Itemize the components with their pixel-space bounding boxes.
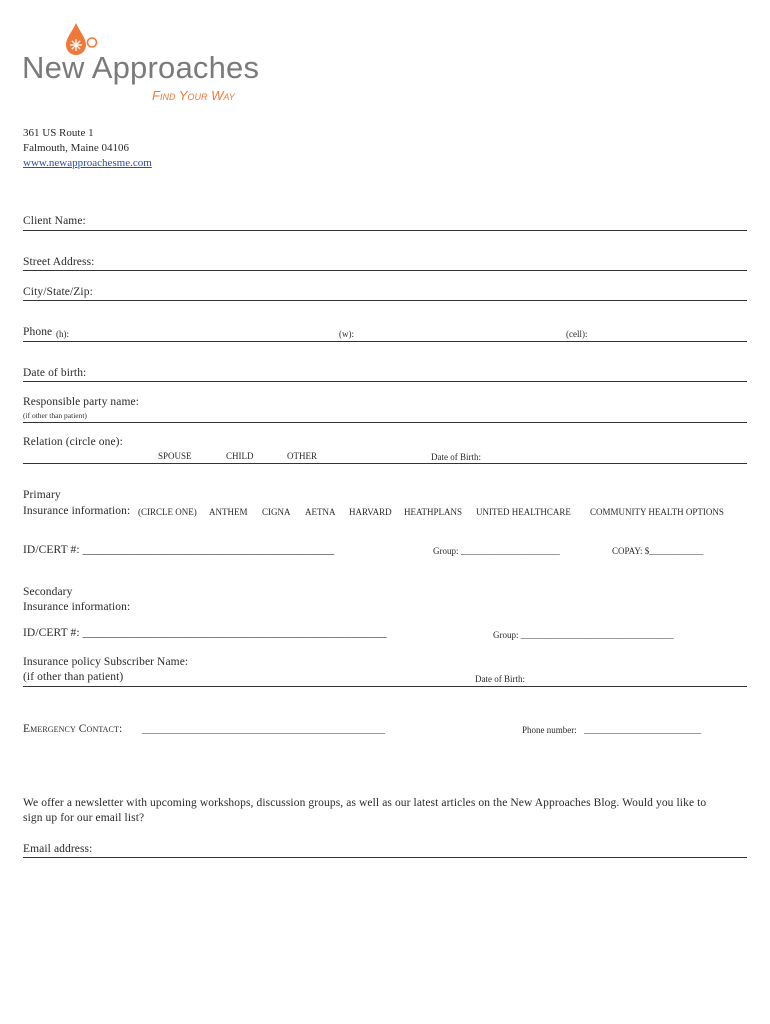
insurer-united-healthcare[interactable]: UNITED HEALTHCARE <box>476 507 571 517</box>
email-field[interactable] <box>23 857 747 858</box>
newsletter-text-line1: We offer a newsletter with upcoming workshops, discussion groups, as well as our latest articles on the New Approaches Blog. Would you like to <box>23 797 707 809</box>
insurer-cigna[interactable]: CIGNA <box>262 507 291 517</box>
secondary-group-field[interactable]: Group: __________________________________ <box>493 630 674 640</box>
relation-option-spouse[interactable]: SPOUSE <box>158 451 192 461</box>
emergency-contact-label: Emergency Contact: <box>23 723 123 735</box>
insurer-aetna[interactable]: AETNA <box>305 507 336 517</box>
responsible-party-note: (if other than patient) <box>23 411 87 420</box>
phone-field[interactable] <box>23 341 747 342</box>
street-address-field[interactable] <box>23 270 747 271</box>
client-name-label: Client Name: <box>23 215 86 227</box>
address-line2: Falmouth, Maine 04106 <box>23 142 130 154</box>
relation-option-other[interactable]: OTHER <box>287 451 317 461</box>
primary-label: Primary <box>23 489 61 501</box>
relation-field[interactable] <box>23 463 747 464</box>
primary-group-field[interactable]: Group: ______________________ <box>433 546 560 556</box>
secondary-label: Secondary <box>23 586 73 598</box>
city-state-zip-field[interactable] <box>23 300 747 301</box>
client-name-field[interactable] <box>23 230 747 231</box>
relation-label: Relation (circle one): <box>23 436 123 448</box>
phone-work-label: (w): <box>339 329 354 339</box>
subscriber-name-label: Insurance policy Subscriber Name: <box>23 656 189 668</box>
insurer-community-health-options[interactable]: COMMUNITY HEALTH OPTIONS <box>590 507 724 517</box>
responsible-party-label: Responsible party name: <box>23 396 139 408</box>
phone-cell-label: (cell): <box>566 329 588 339</box>
circle-one-note: (CIRCLE ONE) <box>138 507 197 517</box>
responsible-party-field[interactable] <box>23 422 747 423</box>
primary-insurance-label: Insurance information: <box>23 505 131 517</box>
copay-field[interactable]: COPAY: $____________ <box>612 546 704 556</box>
insurer-heathplans[interactable]: HEATHPLANS <box>404 507 463 517</box>
address-line1: 361 US Route 1 <box>23 127 94 139</box>
phone-home-label: (h): <box>56 329 69 339</box>
subscriber-field[interactable] <box>23 686 747 687</box>
street-address-label: Street Address: <box>23 256 95 268</box>
email-label: Email address: <box>23 843 93 855</box>
primary-id-cert-field[interactable]: ID/CERT #: ___________________________________________ <box>23 544 335 556</box>
website-link[interactable]: www.newapproachesme.com <box>23 157 152 169</box>
dob-label: Date of birth: <box>23 367 87 379</box>
relation-option-child[interactable]: CHILD <box>226 451 254 461</box>
logo-name: New Approaches <box>22 50 260 85</box>
emergency-contact-field[interactable]: ______________________________________________________ <box>142 725 385 735</box>
phone-number-label: Phone number: <box>522 725 577 735</box>
insurer-harvard[interactable]: HARVARD <box>349 507 392 517</box>
subscriber-dob-label: Date of Birth: <box>475 674 525 684</box>
phone-label: Phone <box>23 326 53 338</box>
subscriber-note: (if other than patient) <box>23 671 124 683</box>
phone-number-field[interactable]: __________________________ <box>584 725 701 735</box>
insurer-anthem[interactable]: ANTHEM <box>209 507 248 517</box>
city-state-zip-label: City/State/Zip: <box>23 286 93 298</box>
secondary-insurance-label: Insurance information: <box>23 601 131 613</box>
newsletter-text-line2: sign up for our email list? <box>23 812 145 824</box>
relation-dob-label: Date of Birth: <box>431 452 481 462</box>
logo-tagline: Find Your Way <box>152 88 235 103</box>
secondary-id-cert-field[interactable]: ID/CERT #: ____________________________________________________ <box>23 627 387 639</box>
dob-field[interactable] <box>23 381 747 382</box>
